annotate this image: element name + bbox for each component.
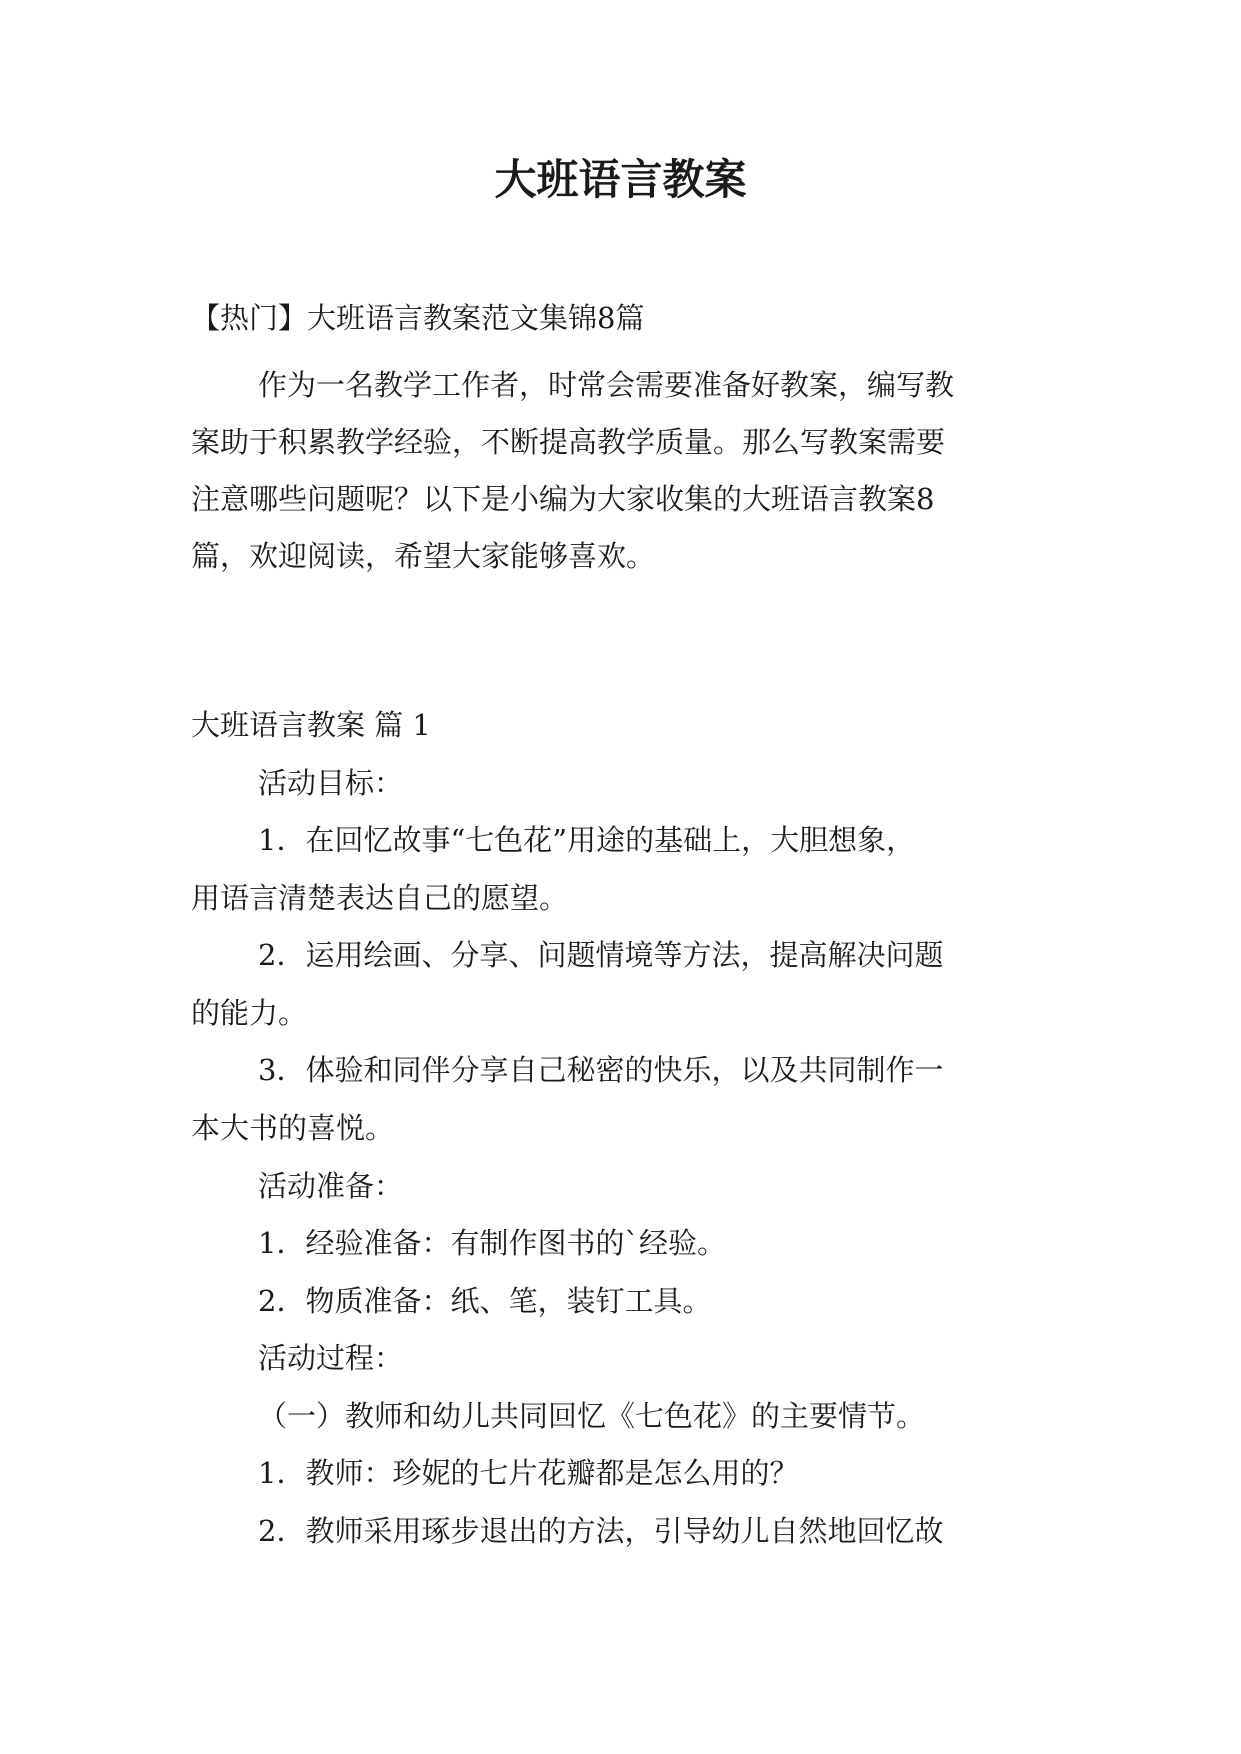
body-line: 3．体验和同伴分享自己秘密的快乐，以及共同制作一 (258, 1053, 944, 1087)
body-line: 1．经验准备：有制作图书的`经验。 (258, 1226, 726, 1260)
body-line: 2．运用绘画、分享、问题情境等方法，提高解决问题 (258, 938, 944, 972)
body-line: 用语言清楚表达自己的愿望。 (191, 881, 569, 915)
body-line: 的能力。 (191, 996, 308, 1030)
body-line: 1．教师：珍妮的七片花瓣都是怎么用的？ (258, 1456, 799, 1490)
body-line: 2．物质准备：纸、笔，装钉工具。 (258, 1284, 712, 1318)
body-line: （一）教师和幼儿共同回忆《七色花》的主要情节。 (258, 1399, 926, 1433)
section-heading: 大班语言教案 篇 1 (191, 708, 431, 742)
page-title: 大班语言教案 (494, 155, 747, 204)
intro-line: 案助于积累教学经验，不断提高教学质量。那么写教案需要 (191, 425, 946, 459)
body-line: 2．教师采用琢步退出的方法，引导幼儿自然地回忆故 (258, 1514, 944, 1548)
body-line: 本大书的喜悦。 (191, 1111, 395, 1145)
intro-line: 作为一名教学工作者，时常会需要准备好教案，编写教 (258, 368, 955, 402)
body-line: 活动目标： (258, 766, 404, 800)
body-line: 活动过程： (258, 1341, 404, 1375)
intro-line: 篇，欢迎阅读，希望大家能够喜欢。 (191, 539, 656, 573)
body-line: 1．在回忆故事“七色花”用途的基础上，大胆想象， (258, 823, 916, 857)
intro-line: 注意哪些问题呢？以下是小编为大家收集的大班语言教案8 (191, 482, 935, 516)
body-line: 活动准备： (258, 1169, 404, 1203)
document-subtitle: 【热门】大班语言教案范文集锦8篇 (191, 301, 645, 335)
